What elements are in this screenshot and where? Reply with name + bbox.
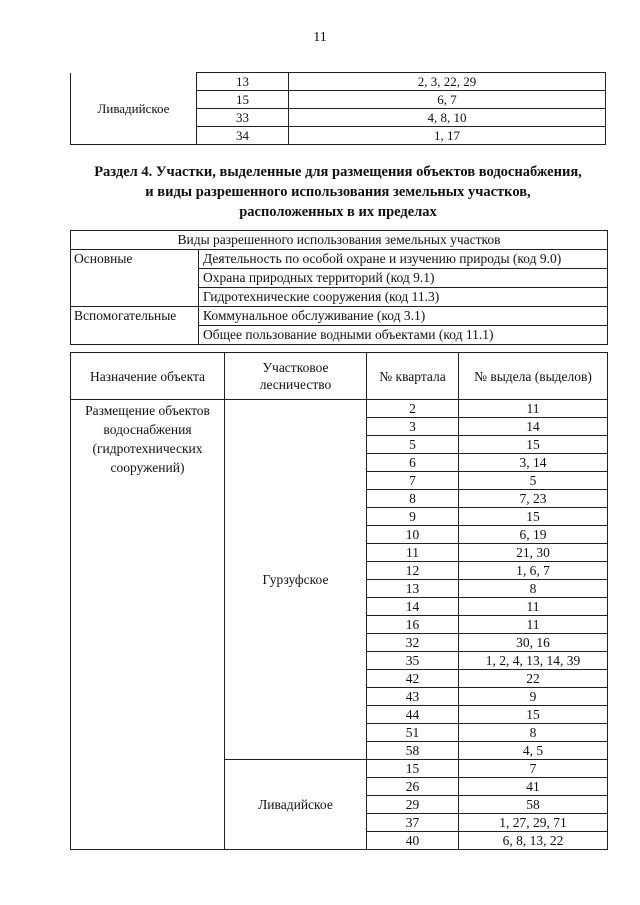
plots-cell: 41 [459, 778, 608, 796]
plots-cell: 7, 23 [459, 490, 608, 508]
quarter-cell: 10 [367, 526, 459, 544]
quarter-cell: 3 [367, 418, 459, 436]
use-header: Виды разрешенного использования земельных участков [71, 231, 608, 250]
quarter-cell: 15 [197, 91, 289, 109]
plots-cell: 21, 30 [459, 544, 608, 562]
plots-cell: 3, 14 [459, 454, 608, 472]
header-purpose: Назначение объекта [71, 353, 225, 400]
forestry-cell: Гурзуфское [225, 400, 367, 760]
plots-cell: 7 [459, 760, 608, 778]
plots-cell: 5 [459, 472, 608, 490]
quarter-cell: 58 [367, 742, 459, 760]
purpose-cell [71, 400, 225, 850]
plots-cell: 4, 5 [459, 742, 608, 760]
header-row [71, 353, 608, 400]
quarter-cell: 37 [367, 814, 459, 832]
purpose-line: Размещение объектов [85, 403, 210, 418]
water-supply-plots-table [70, 352, 608, 850]
quarter-cell: 29 [367, 796, 459, 814]
quarter-cell: 34 [197, 127, 289, 145]
section-title-line-1: Раздел 4. Участки, выделенные для размещения объектов водоснабжения, [94, 164, 582, 180]
page-number: 11 [313, 30, 327, 45]
quarter-cell: 43 [367, 688, 459, 706]
quarter-cell: 32 [367, 634, 459, 652]
plots-cell: 6, 8, 13, 22 [459, 832, 608, 850]
quarter-cell: 7 [367, 472, 459, 490]
header-quarter: № квартала [367, 353, 459, 400]
quarter-cell: 51 [367, 724, 459, 742]
quarter-cell: 26 [367, 778, 459, 796]
quarter-cell: 9 [367, 508, 459, 526]
plots-cell: 15 [459, 508, 608, 526]
use-header-row [71, 231, 608, 250]
quarter-cell: 33 [197, 109, 289, 127]
plots-cell: 8 [459, 580, 608, 598]
plots-cell: 4, 8, 10 [289, 109, 606, 127]
plots-cell: 6, 19 [459, 526, 608, 544]
quarter-cell: 12 [367, 562, 459, 580]
plots-cell: 58 [459, 796, 608, 814]
use-category-aux: Вспомогательные [71, 307, 199, 345]
quarter-cell: 11 [367, 544, 459, 562]
quarter-cell: 14 [367, 598, 459, 616]
use-item: Гидротехнические сооружения (код 11.3) [199, 288, 608, 307]
purpose-line: (гидротехнических [92, 441, 203, 456]
forestry-cell [71, 73, 197, 145]
quarter-cell: 35 [367, 652, 459, 670]
plots-cell: 8 [459, 724, 608, 742]
header-forestry-line-1: Участковое [262, 360, 329, 375]
header-forestry [225, 353, 367, 400]
quarter-cell: 8 [367, 490, 459, 508]
quarter-cell: 40 [367, 832, 459, 850]
forestry-cell: Ливадийское [225, 760, 367, 850]
use-category-main: Основные [71, 250, 199, 307]
quarter-cell: 6 [367, 454, 459, 472]
plots-cell: 22 [459, 670, 608, 688]
use-row [71, 250, 608, 269]
plots-cell: 1, 17 [289, 127, 606, 145]
use-item: Охрана природных территорий (код 9.1) [199, 269, 608, 288]
quarter-cell: 2 [367, 400, 459, 418]
table-row [71, 73, 606, 91]
quarter-cell: 42 [367, 670, 459, 688]
quarter-cell: 5 [367, 436, 459, 454]
plots-cell: 15 [459, 436, 608, 454]
plots-cell: 2, 3, 22, 29 [289, 73, 606, 91]
use-row [71, 307, 608, 326]
plots-cell: 14 [459, 418, 608, 436]
use-item: Общее пользование водными объектами (код 11.1) [199, 326, 608, 345]
plots-cell: 11 [459, 400, 608, 418]
quarter-cell: 13 [197, 73, 289, 91]
plots-cell: 11 [459, 616, 608, 634]
section-title-line-2: и виды разрешенного использования земельных участков, [145, 184, 531, 200]
forestry-name: Ливадийское [97, 100, 170, 116]
use-item: Деятельность по особой охране и изучению природы (код 9.0) [199, 250, 608, 269]
use-item: Коммунальное обслуживание (код 3.1) [199, 307, 608, 326]
header-plots: № выдела (выделов) [459, 353, 608, 400]
table-row [71, 400, 608, 418]
plots-cell: 1, 27, 29, 71 [459, 814, 608, 832]
plots-cell: 1, 2, 4, 13, 14, 39 [459, 652, 608, 670]
plots-cell: 1, 6, 7 [459, 562, 608, 580]
purpose-line: водоснабжения [103, 422, 192, 437]
quarter-cell: 13 [367, 580, 459, 598]
permitted-use-table [70, 230, 608, 345]
plots-cell: 30, 16 [459, 634, 608, 652]
continuation-table [70, 72, 606, 145]
section-title [70, 162, 606, 222]
plots-cell: 9 [459, 688, 608, 706]
quarter-cell: 44 [367, 706, 459, 724]
plots-cell: 6, 7 [289, 91, 606, 109]
header-forestry-line-2: лесничество [259, 377, 332, 392]
purpose-line: сооружений) [110, 460, 185, 475]
quarter-cell: 16 [367, 616, 459, 634]
plots-cell: 15 [459, 706, 608, 724]
section-title-line-3: расположенных в их пределах [239, 204, 437, 220]
quarter-cell: 15 [367, 760, 459, 778]
plots-cell: 11 [459, 598, 608, 616]
